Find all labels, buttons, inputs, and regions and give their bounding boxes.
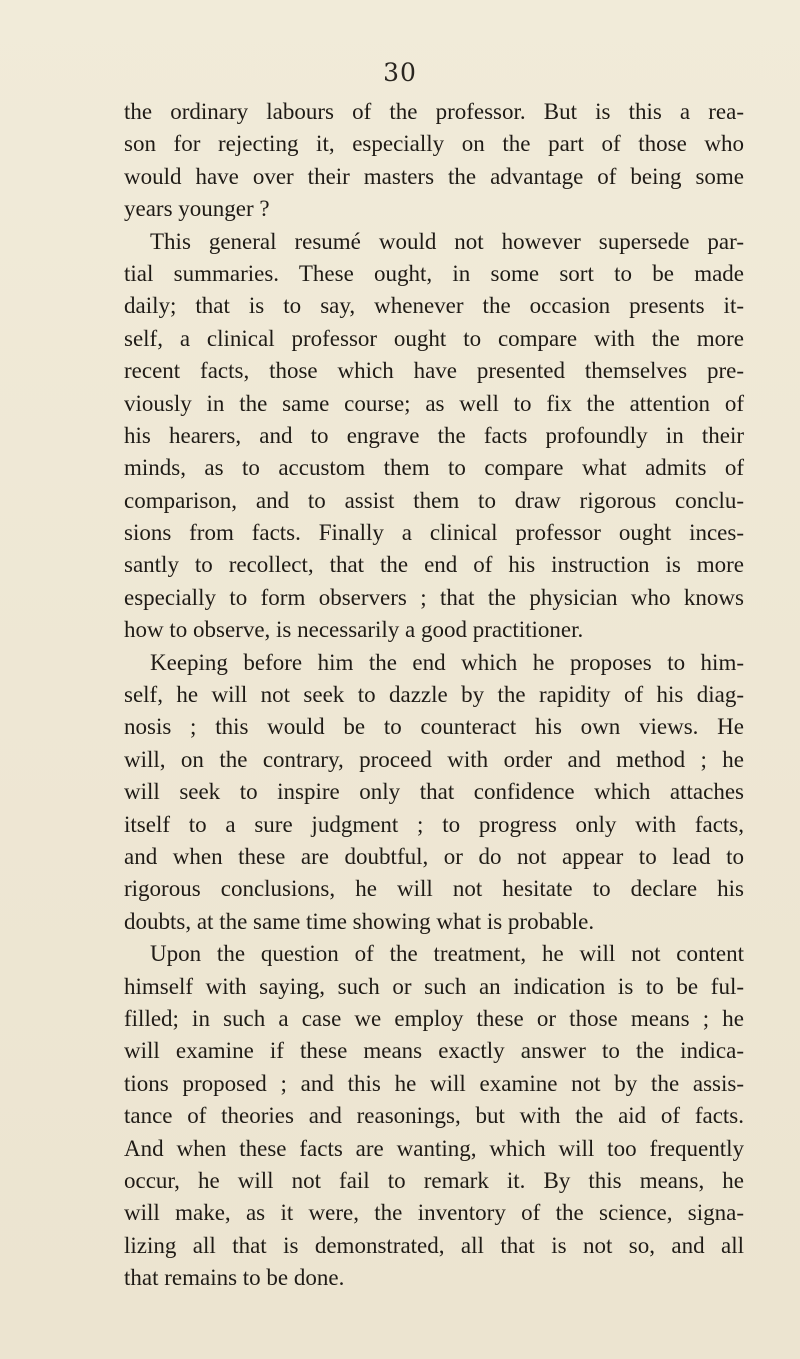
text-line: tions proposed ; and this he will examine not by the assis- [124,1070,744,1096]
text-line: will seek to inspire only that confidence which attaches [124,779,744,805]
text-line: doubts, at the same time showing what is probable. [124,908,595,934]
text-line: will examine if these means exactly answer to the indica- [124,1038,744,1064]
page-number: 30 [383,58,417,87]
text-line: viously in the same course; as well to fix the attention of [124,390,744,416]
text-line: filled; in such a case we employ these or those means ; he [124,1005,744,1031]
text-line: minds, as to accustom them to compare what admits of [124,455,744,481]
text-line: himself with saying, such or such an indication is to be ful- [124,973,744,999]
text-line: comparison, and to assist them to draw rigorous conclu- [124,487,744,513]
text-line: Keeping before him the end which he proposes to him- [150,649,744,675]
text-line: occur, he will not fail to remark it. By this means, he [124,1167,744,1193]
text-line: self, a clinical professor ought to compare with the more [124,325,744,351]
text-line: would have over their masters the advantage of being some [124,163,744,189]
text-line: that remains to be done. [124,1265,345,1291]
text-line: This general resumé would not however supersede par- [150,228,744,254]
text-line: and when these are doubtful, or do not appear to lead to [124,843,744,869]
text-line: will make, as it were, the inventory of the science, signa- [124,1200,744,1226]
text-line: son for rejecting it, especially on the part of those who [124,131,744,157]
text-line: the ordinary labours of the professor. But is this a rea- [124,99,744,124]
text-line: sions from facts. Finally a clinical professor ought inces- [124,520,744,546]
text-line: tance of theories and reasonings, but with the aid of facts. [124,1103,744,1129]
text-line: tial summaries. These ought, in some sort to be made [124,260,744,286]
text-line: his hearers, and to engrave the facts profoundly in their [124,422,744,448]
text-line: rigorous conclusions, he will not hesitate to declare his [124,876,744,902]
text-line: especially to form observers ; that the physician who knows [124,584,744,610]
text-line: lizing all that is demonstrated, all that is not so, and all [124,1232,744,1258]
text-line: how to observe, is necessarily a good practitioner. [124,617,584,643]
text-line: daily; that is to say, whenever the occasion presents it- [124,293,744,319]
text-line: Upon the question of the treatment, he will not content [150,941,744,967]
text-line: nosis ; this would be to counteract his own views. He [124,714,744,740]
text-line: years younger ? [124,196,270,222]
text-line: santly to recollect, that the end of his instruction is more [124,552,744,578]
body-text [124,96,744,1294]
text-line: self, he will not seek to dazzle by the rapidity of his diag- [124,682,744,708]
text-line: And when these facts are wanting, which will too frequently [124,1135,744,1161]
text-line: itself to a sure judgment ; to progress only with facts, [124,811,744,837]
text-line: will, on the contrary, proceed with order and method ; he [124,746,744,772]
text-line: recent facts, those which have presented themselves pre- [124,358,744,384]
